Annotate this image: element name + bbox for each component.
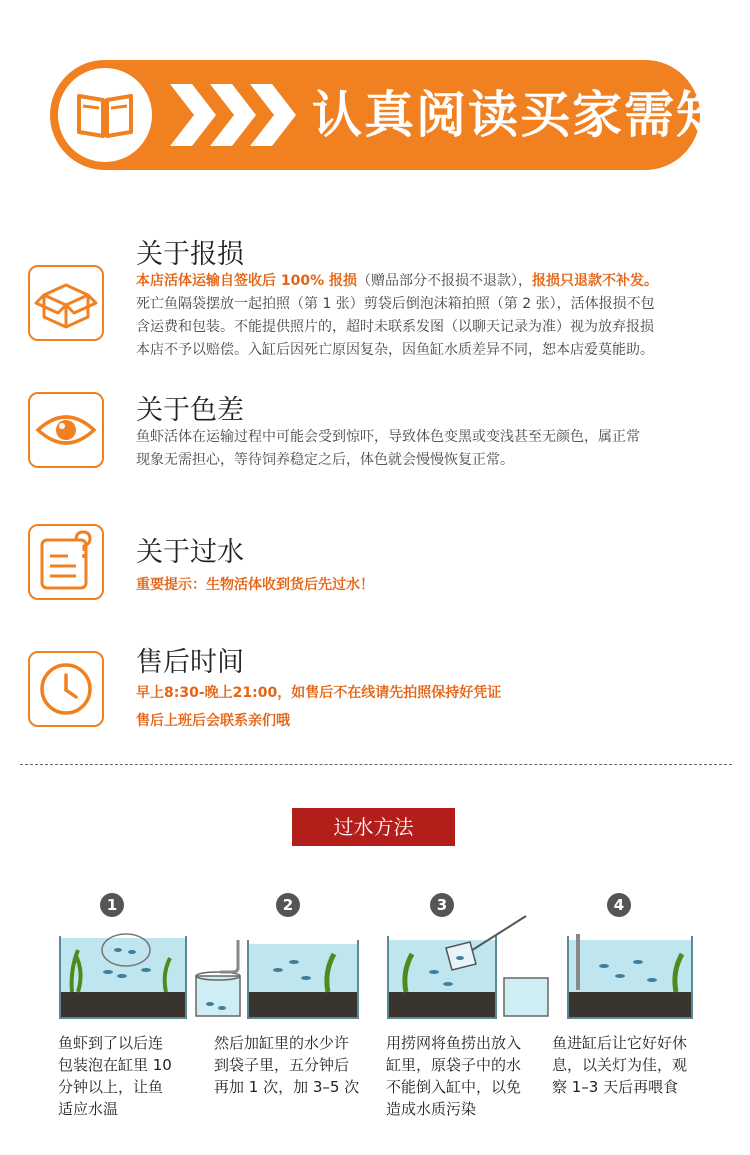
step-2-line: 然后加缸里的水少许 (214, 1034, 350, 1052)
eye-icon (28, 392, 104, 468)
service-line-1: 早上8:30-晚上21:00，如售后不在线请先拍照保持好凭证 (136, 685, 502, 701)
step-number-4: 4 (607, 893, 631, 917)
section-text-damage (136, 270, 726, 362)
step-4-line: 鱼进缸后让它好好休 (552, 1034, 688, 1052)
damage-normal-1: （赠品部分不报损不退款）， (357, 273, 532, 289)
damage-line-3: 含运费和包装。不能提供照片的，超时未联系发图（以聊天记录为准）视为放弃报损 (136, 319, 654, 335)
section-text-color (136, 426, 726, 472)
section-title-damage: 关于报损 (136, 239, 244, 270)
step-3-illustration (386, 910, 552, 1020)
step-2-illustration (192, 910, 360, 1020)
damage-highlight-2: 报损只退款不补发。 (532, 273, 658, 289)
damage-highlight-1: 本店活体运输自签收后 100% 报损 (136, 273, 357, 289)
step-number-1: 1 (100, 893, 124, 917)
section-title-water: 关于过水 (136, 537, 244, 568)
step-2-text (214, 1032, 379, 1098)
step-2-line: 再加 1 次，加 3–5 次 (214, 1078, 360, 1096)
section-title-color: 关于色差 (136, 395, 244, 426)
damage-line-4: 本店不予以赔偿。入缸后因死亡原因复杂，因鱼缸水质差异不同，恕本店爱莫能助。 (136, 342, 654, 358)
method-title: 过水方法 (292, 808, 455, 846)
step-1-line: 包装泡在缸里 10 (58, 1056, 172, 1074)
open-book-icon (75, 90, 135, 140)
color-line-1: 鱼虾活体在运输过程中可能会受到惊吓，导致体色变黑或变浅甚至无颜色，属正常 (136, 429, 640, 445)
step-number-3: 3 (430, 893, 454, 917)
step-2-line: 到袋子里，五分钟后 (214, 1056, 350, 1074)
step-3-line: 缸里，原袋子中的水 (386, 1056, 522, 1074)
water-tip: 重要提示：生物活体收到货后先过水！ (136, 577, 374, 593)
notice-banner (50, 60, 728, 170)
step-4-text (552, 1032, 712, 1098)
step-1-line: 适应水温 (58, 1100, 119, 1118)
service-line-2: 售后上班后会联系亲们哦 (136, 713, 290, 729)
step-number-2: 2 (276, 893, 300, 917)
step-1-line: 鱼虾到了以后连 (58, 1034, 164, 1052)
step-1-line: 分钟以上，让鱼 (58, 1078, 164, 1096)
step-3-line: 不能倒入缸中，以免 (386, 1078, 522, 1096)
step-3-line: 用捞网将鱼捞出放入 (386, 1034, 522, 1052)
banner-title: 认真阅读买家需知 (312, 86, 728, 144)
step-1-text (58, 1032, 198, 1120)
color-line-2: 现象无需担心，等待饲养稳定之后，体色就会慢慢恢复正常。 (136, 452, 514, 468)
box-icon (28, 265, 104, 341)
dashed-divider (20, 764, 732, 765)
step-4-line: 察 1–3 天后再喂食 (552, 1078, 679, 1096)
banner-icon-circle (58, 68, 152, 162)
document-question-icon (28, 524, 104, 600)
section-title-service: 售后时间 (136, 647, 244, 678)
clock-icon (28, 651, 104, 727)
step-4-line: 息，以关灯为佳，观 (552, 1056, 688, 1074)
step-3-text (386, 1032, 546, 1120)
step-1-illustration (58, 910, 188, 1020)
step-4-illustration (566, 910, 694, 1020)
damage-line-2: 死亡鱼隔袋摆放一起拍照（第 1 张）剪袋后倒泡沫箱拍照（第 2 张），活体报损不包 (136, 296, 655, 312)
step-3-line: 造成水质污染 (386, 1100, 477, 1118)
chevrons-icon (168, 82, 318, 148)
